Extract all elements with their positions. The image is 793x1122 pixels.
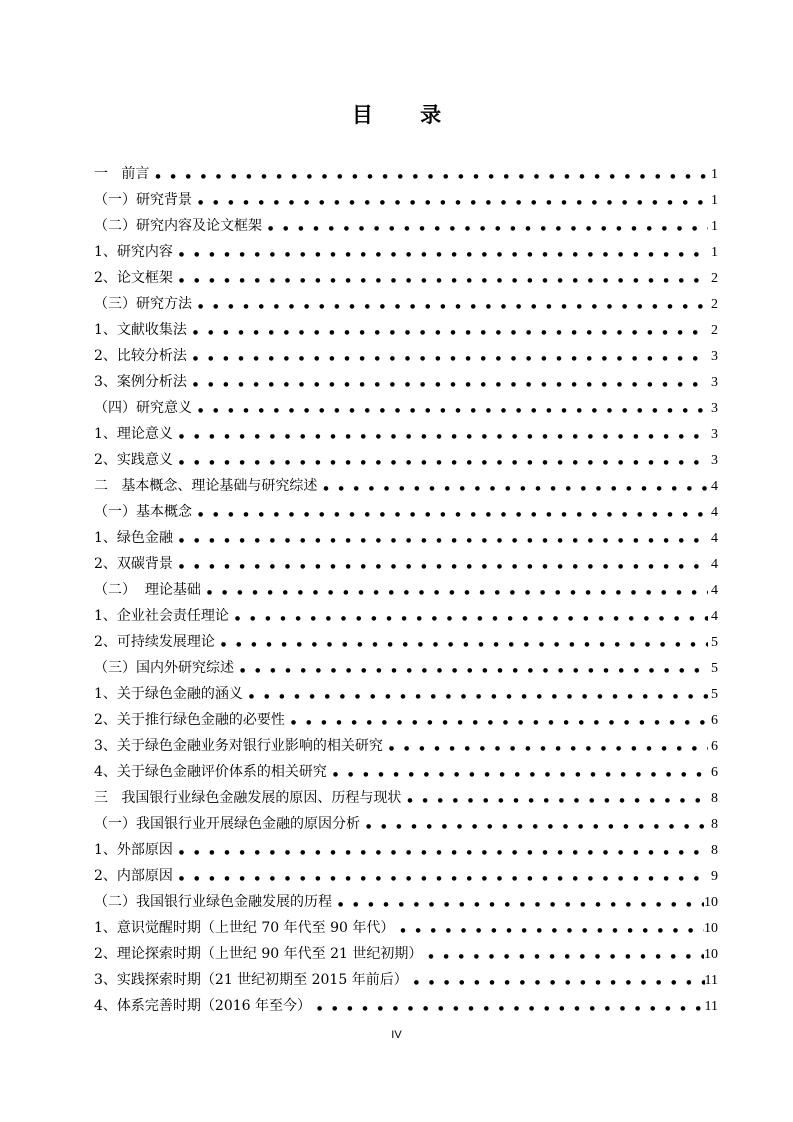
toc-entry-label: 2、关于推行绿色金融的必要性 — [94, 712, 285, 728]
toc-entry[interactable] — [94, 473, 718, 499]
toc-dot-leader — [285, 708, 708, 736]
toc-entry[interactable] — [94, 603, 718, 629]
toc-entry-page-number: 2 — [711, 323, 718, 338]
toc-entry-page-number: 4 — [711, 583, 718, 598]
toc-dot-leader — [311, 994, 705, 1022]
toc-entry-label: 1、理论意义 — [94, 426, 173, 442]
toc-dot-leader — [173, 422, 708, 450]
toc-entry[interactable] — [94, 265, 718, 291]
toc-entry-page-number: 6 — [711, 713, 718, 728]
toc-entry-label: （二） 理论基础 — [94, 582, 201, 598]
footer-page-number: IV — [391, 1029, 402, 1041]
toc-dot-leader — [187, 318, 708, 346]
toc-dot-leader — [173, 448, 708, 476]
toc-entry-label: 2、内部原因 — [94, 868, 173, 884]
toc-dot-leader — [394, 916, 704, 944]
toc-entry-label: 三 我国银行业绿色金融发展的原因、历程与现状 — [94, 790, 402, 806]
toc-dot-leader — [149, 162, 708, 190]
toc-entry-label: （一）基本概念 — [94, 504, 192, 520]
toc-entry[interactable] — [94, 811, 718, 837]
toc-entry[interactable] — [94, 993, 718, 1019]
toc-entry-label: 1、意识觉醒时期（上世纪 70 年代至 90 年代） — [94, 920, 395, 936]
toc-entry-page-number: 10 — [704, 921, 718, 936]
toc-dot-leader — [173, 526, 708, 554]
toc-entry-page-number: 6 — [711, 739, 718, 754]
toc-entry[interactable] — [94, 655, 718, 681]
toc-entry-label: （三）国内外研究综述 — [94, 660, 234, 676]
toc-dot-leader — [173, 838, 708, 866]
toc-entry[interactable] — [94, 733, 718, 759]
toc-entry[interactable] — [94, 889, 718, 915]
toc-entry-page-number: 5 — [711, 635, 718, 650]
toc-entry-label: 3、关于绿色金融业务对银行业影响的相关研究 — [94, 738, 383, 754]
toc-entry[interactable] — [94, 551, 718, 577]
toc-entry-page-number: 8 — [711, 817, 718, 832]
toc-entry-page-number: 4 — [711, 557, 718, 572]
toc-entry-page-number: 2 — [711, 271, 718, 286]
toc-entry-page-number: 3 — [711, 375, 718, 390]
toc-entry-page-number: 4 — [711, 531, 718, 546]
toc-dot-leader — [401, 786, 708, 814]
toc-entry-page-number: 3 — [711, 453, 718, 468]
toc-entry-label: 1、文献收集法 — [94, 322, 187, 338]
toc-entry[interactable] — [94, 681, 718, 707]
toc-entry-page-number: 11 — [704, 999, 718, 1014]
toc-entry[interactable] — [94, 707, 718, 733]
toc-entry-page-number: 3 — [711, 401, 718, 416]
toc-entry[interactable] — [94, 759, 718, 785]
toc-entry-label: 3、案例分析法 — [94, 374, 187, 390]
toc-entry-page-number: 3 — [711, 349, 718, 364]
toc-entry[interactable] — [94, 213, 718, 239]
toc-entry-label: 1、绿色金融 — [94, 530, 173, 546]
toc-entry-label: 一 前言 — [94, 166, 150, 182]
toc-entry-label: 2、理论探索时期（上世纪 90 年代至 21 世纪初期） — [94, 946, 423, 962]
toc-dot-leader — [192, 188, 708, 216]
toc-dot-leader — [408, 968, 705, 996]
toc-entry-label: 2、比较分析法 — [94, 348, 187, 364]
toc-entry-page-number: 8 — [711, 843, 718, 858]
toc-entry[interactable] — [94, 395, 718, 421]
toc-dot-leader — [192, 500, 708, 528]
toc-entry-label: 4、关于绿色金融评价体系的相关研究 — [94, 764, 327, 780]
toc-entry-page-number: 10 — [704, 895, 718, 910]
toc-dot-leader — [383, 734, 708, 762]
toc-dot-leader — [173, 266, 708, 294]
toc-entry[interactable] — [94, 577, 718, 603]
toc-entry-label: 1、企业社会责任理论 — [94, 608, 229, 624]
toc-dot-leader — [229, 604, 708, 632]
toc-entry[interactable] — [94, 291, 718, 317]
toc-entry-page-number: 4 — [711, 479, 718, 494]
toc-entry[interactable] — [94, 785, 718, 811]
toc-entry-label: （四）研究意义 — [94, 400, 192, 416]
toc-entry-page-number: 3 — [711, 427, 718, 442]
toc-entry-page-number: 1 — [711, 245, 718, 260]
toc-dot-leader — [187, 344, 708, 372]
toc-entry[interactable] — [94, 161, 718, 187]
toc-entry-label: （三）研究方法 — [94, 296, 192, 312]
toc-dot-leader — [234, 656, 708, 684]
toc-dot-leader — [173, 864, 708, 892]
toc-entry-page-number: 1 — [711, 193, 718, 208]
toc-dot-leader — [173, 552, 708, 580]
toc-entry[interactable] — [94, 421, 718, 447]
toc-dot-leader — [262, 214, 708, 242]
toc-dot-leader — [317, 474, 708, 502]
toc-entry-label: 3、实践探索时期（21 世纪初期至 2015 年前后） — [94, 972, 408, 988]
toc-dot-leader — [327, 760, 708, 788]
page-title: 目 录 — [351, 102, 462, 127]
toc-entry-label: （二）研究内容及论文框架 — [94, 218, 262, 234]
toc-entry-label: （二）我国银行业绿色金融发展的历程 — [94, 894, 332, 910]
toc-entry-page-number: 1 — [711, 219, 718, 234]
toc-entry-label: （一）研究背景 — [94, 192, 192, 208]
toc-entry-page-number: 8 — [711, 791, 718, 806]
toc-dot-leader — [187, 370, 708, 398]
toc-entry-page-number: 4 — [711, 505, 718, 520]
toc-entry[interactable] — [94, 967, 718, 993]
toc-entry[interactable] — [94, 317, 718, 343]
toc-entry-label: 1、外部原因 — [94, 842, 173, 858]
toc-entry[interactable] — [94, 525, 718, 551]
toc-entry-label: 1、研究内容 — [94, 244, 173, 260]
toc-entry-page-number: 9 — [711, 869, 718, 884]
toc-entry[interactable] — [94, 863, 718, 889]
toc-dot-leader — [332, 890, 704, 918]
toc-entry-page-number: 6 — [711, 765, 718, 780]
table-of-contents — [94, 161, 718, 1019]
toc-dot-leader — [192, 396, 708, 424]
toc-entry-label: （一）我国银行业开展绿色金融的原因分析 — [94, 816, 360, 832]
toc-dot-leader — [173, 240, 708, 268]
toc-entry[interactable] — [94, 343, 718, 369]
toc-entry-page-number: 1 — [711, 167, 718, 182]
toc-entry[interactable] — [94, 915, 718, 941]
toc-entry-label: 1、关于绿色金融的涵义 — [94, 686, 243, 702]
toc-entry[interactable] — [94, 187, 718, 213]
toc-entry-label: 2、可持续发展理论 — [94, 634, 215, 650]
toc-entry[interactable] — [94, 239, 718, 265]
toc-entry-page-number: 11 — [704, 973, 718, 988]
toc-entry[interactable] — [94, 447, 718, 473]
toc-entry-page-number: 2 — [711, 297, 718, 312]
toc-entry-page-number: 5 — [711, 687, 718, 702]
toc-entry[interactable] — [94, 369, 718, 395]
toc-entry[interactable] — [94, 629, 718, 655]
toc-entry-page-number: 5 — [711, 661, 718, 676]
toc-dot-leader — [243, 682, 708, 710]
toc-dot-leader — [201, 578, 708, 606]
toc-entry[interactable] — [94, 941, 718, 967]
toc-entry[interactable] — [94, 499, 718, 525]
toc-entry[interactable] — [94, 837, 718, 863]
toc-entry-page-number: 10 — [704, 947, 718, 962]
toc-entry-page-number: 4 — [711, 609, 718, 624]
toc-dot-leader — [192, 292, 708, 320]
toc-entry-label: 4、体系完善时期（2016 年至今） — [94, 998, 311, 1014]
toc-entry-label: 2、双碳背景 — [94, 556, 173, 572]
toc-dot-leader — [422, 942, 704, 970]
toc-entry-label: 2、论文框架 — [94, 270, 173, 286]
toc-dot-leader — [360, 812, 708, 840]
toc-dot-leader — [215, 630, 708, 658]
toc-entry-label: 2、实践意义 — [94, 452, 173, 468]
toc-entry-label: 二 基本概念、理论基础与研究综述 — [94, 478, 318, 494]
